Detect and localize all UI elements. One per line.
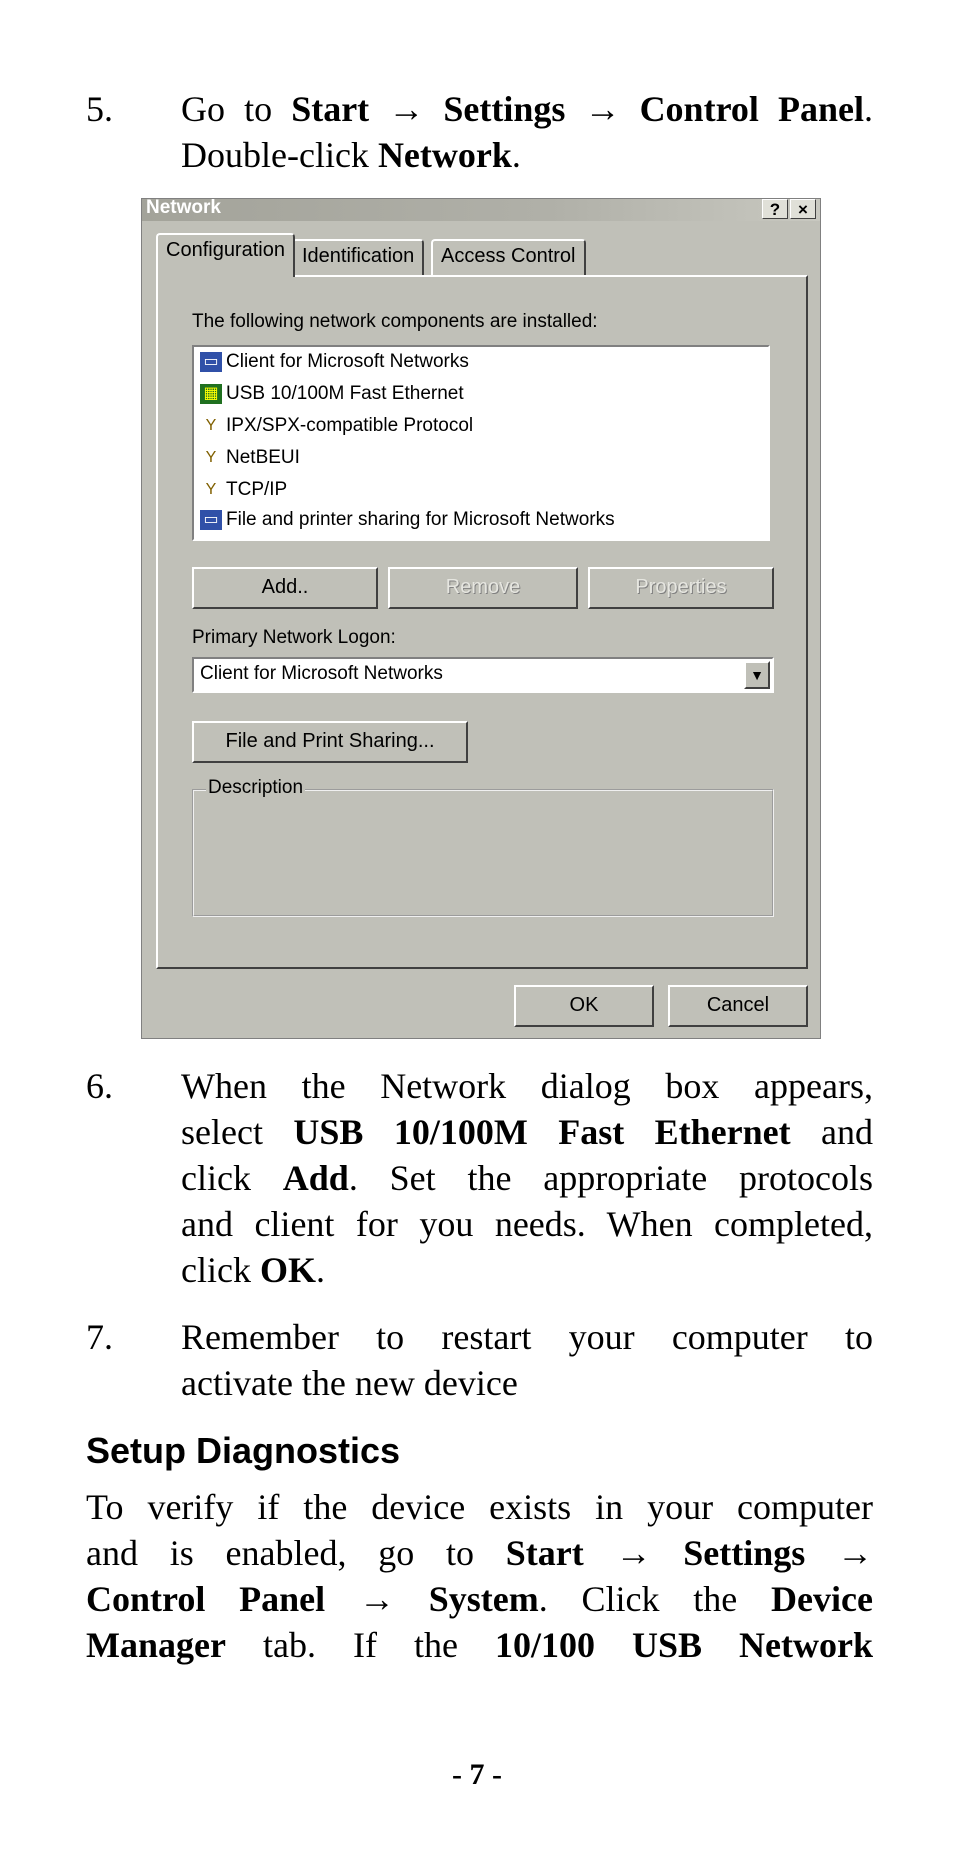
list-item[interactable]: ▭ File and printer sharing for Microsoft Networks xyxy=(200,509,615,539)
protocol-icon: Y xyxy=(205,480,217,498)
step-6 xyxy=(86,1063,873,1293)
text-line: activate the new device xyxy=(181,1363,518,1403)
help-button[interactable]: ? xyxy=(762,199,788,219)
text-line: select USB 10/100M Fast Ethernet and xyxy=(181,1112,874,1152)
text-line: Control Panel → System. Click the Device xyxy=(86,1579,873,1619)
network-dialog-screenshot xyxy=(141,198,821,1039)
step-5-line-1: Go to Start → Settings → Control Panel. xyxy=(181,89,873,129)
text-line: and is enabled, go to Start → Settings → xyxy=(86,1533,873,1573)
step-7-body xyxy=(181,1314,873,1406)
primary-logon-select[interactable] xyxy=(192,657,774,693)
step-number: 5. xyxy=(86,89,113,129)
logon-label: Primary Network Logon: xyxy=(192,627,396,648)
text-line: When the Network dialog box appears, xyxy=(181,1066,873,1106)
remove-button[interactable]: Remove xyxy=(388,567,578,609)
file-print-sharing-button[interactable]: File and Print Sharing... xyxy=(192,721,468,763)
step-number: 7. xyxy=(86,1317,113,1357)
text-line: click OK. xyxy=(181,1250,325,1290)
page-number: - 7 - xyxy=(452,1758,502,1791)
text-line: and client for you needs. When completed, xyxy=(181,1204,873,1244)
dialog-title: Network xyxy=(146,198,221,218)
components-label: The following network components are installed: xyxy=(192,311,598,332)
computer-icon: ▭ xyxy=(200,510,222,530)
description-group xyxy=(192,777,774,917)
section-heading: Setup Diagnostics xyxy=(86,1430,401,1471)
close-button[interactable]: × xyxy=(790,199,816,219)
tab-identification[interactable]: Identification xyxy=(292,239,424,275)
protocol-icon: Y xyxy=(205,416,217,434)
tab-access-control[interactable]: Access Control xyxy=(431,239,586,275)
components-listbox[interactable] xyxy=(192,345,770,541)
step-6-body xyxy=(181,1063,873,1293)
text-line: Manager tab. If the 10/100 USB Network xyxy=(86,1625,873,1665)
add-button[interactable]: Add.. xyxy=(192,567,378,609)
title-bar xyxy=(142,199,820,221)
network-card-icon: ▦ xyxy=(200,384,222,404)
text-line: To verify if the device exists in your computer xyxy=(86,1487,873,1527)
step-5 xyxy=(86,86,873,178)
tab-configuration[interactable]: Configuration xyxy=(156,233,295,277)
step-5-line-2: Double-click Network. xyxy=(181,135,521,175)
computer-icon: ▭ xyxy=(200,352,222,372)
text-line: click Add. Set the appropriate protocols xyxy=(181,1158,873,1198)
step-number: 6. xyxy=(86,1066,113,1106)
cancel-button[interactable]: Cancel xyxy=(668,985,808,1027)
properties-button[interactable]: Properties xyxy=(588,567,774,609)
list-item[interactable]: Y TCP/IP xyxy=(200,479,287,509)
logon-value: Client for Microsoft Networks xyxy=(200,663,443,684)
ok-button[interactable]: OK xyxy=(514,985,654,1027)
list-item[interactable]: Y IPX/SPX-compatible Protocol xyxy=(200,415,473,445)
step-7 xyxy=(86,1314,873,1406)
description-legend: Description xyxy=(208,777,304,798)
setup-diagnostics-paragraph xyxy=(86,1484,873,1668)
list-item[interactable]: ▭ Client for Microsoft Networks xyxy=(200,351,469,381)
list-item[interactable]: Y NetBEUI xyxy=(200,447,300,477)
text-line: Remember to restart your computer to xyxy=(181,1317,873,1357)
chevron-down-icon[interactable]: ▼ xyxy=(744,661,770,689)
protocol-icon: Y xyxy=(205,448,217,466)
list-item[interactable]: ▦ USB 10/100M Fast Ethernet xyxy=(200,383,464,413)
configuration-panel xyxy=(156,275,808,969)
